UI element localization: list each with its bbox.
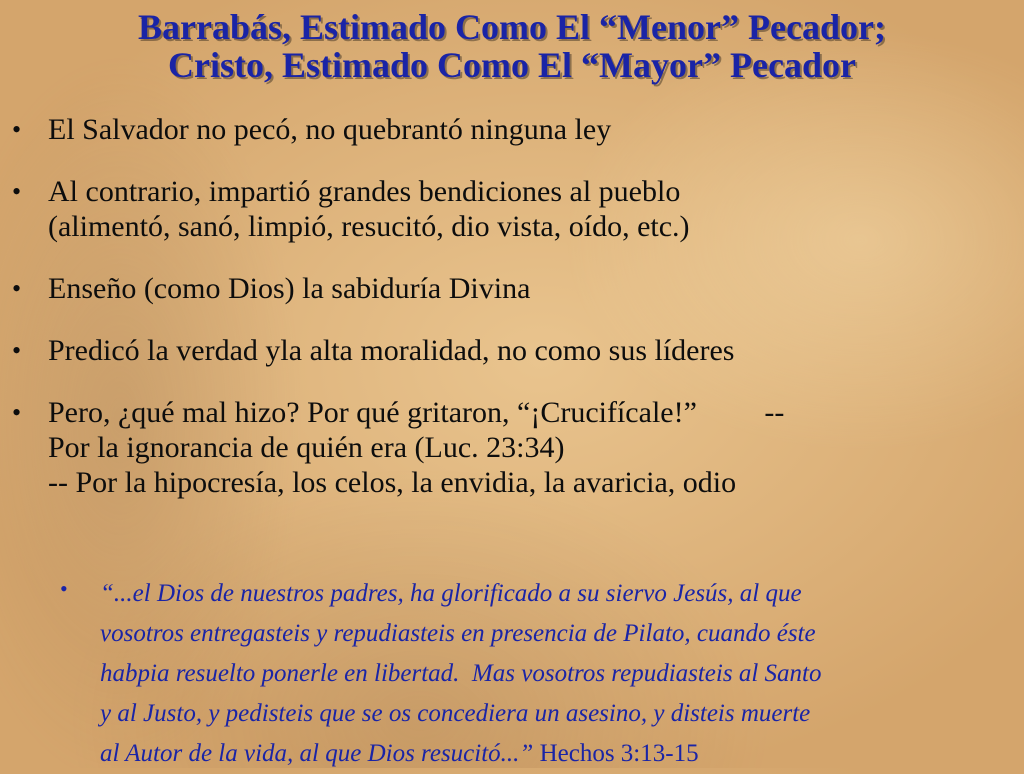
bullet-text: Pero, ¿qué mal hizo? Por qué gritaron, “¡Crucifícale!” -- xyxy=(48,396,785,429)
bullet-icon: • xyxy=(12,115,22,144)
title-line-2: Cristo, Estimado Como El “Mayor” Pecador xyxy=(168,45,856,85)
quote-last-line xyxy=(100,734,1012,774)
quote-line: y al Justo, y pedisteis que se os concediera un asesino, y disteis muerte xyxy=(100,700,811,727)
quote-bullet-icon: • xyxy=(60,576,68,601)
bullet-text: Enseño (como Dios) la sabiduría Divina xyxy=(48,272,531,305)
bullet-icon: • xyxy=(12,177,22,206)
quote-line: al Autor de la vida, al que Dios resucitó...” xyxy=(100,740,534,767)
quote-line: habpia resuelto ponerle en libertad. Mas vosotros repudiasteis al Santo xyxy=(100,660,822,687)
bullet-list xyxy=(0,112,1024,527)
title-line-1: Barrabás, Estimado Como El “Menor” Pecador; xyxy=(138,7,886,47)
bullet-text: Predicó la verdad yla alta moralidad, no como sus líderes xyxy=(48,334,735,367)
bullet-text: -- Por la hipocresía, los celos, la envidia, la avaricia, odio xyxy=(48,466,737,499)
bullet-text: Por la ignorancia de quién era (Luc. 23:34) xyxy=(48,431,565,464)
bullet-text: Al contrario, impartió grandes bendiciones al pueblo xyxy=(48,175,681,208)
bullet-icon: • xyxy=(12,274,22,303)
bullet-item xyxy=(0,271,1024,306)
quote-body xyxy=(100,574,1012,774)
slide-title xyxy=(0,8,1024,84)
bullet-icon: • xyxy=(12,336,22,365)
bullet-text: (alimentó, sanó, limpió, resucitó, dio vista, oído, etc.) xyxy=(48,210,690,243)
bullet-item xyxy=(0,333,1024,368)
quote-line: vosotros entregasteis y repudiasteis en presencia de Pilato, cuando éste xyxy=(100,620,816,647)
bullet-item xyxy=(0,112,1024,147)
bullet-icon: • xyxy=(12,398,22,427)
bullet-text: El Salvador no pecó, no quebrantó ninguna ley xyxy=(48,113,612,146)
scripture-quote xyxy=(0,574,1024,774)
scripture-reference: Hechos 3:13-15 xyxy=(539,740,699,767)
bullet-item xyxy=(0,174,1024,244)
bullet-item xyxy=(0,395,1024,500)
quote-line: “...el Dios de nuestros padres, ha glorificado a su siervo Jesús, al que xyxy=(100,580,802,607)
